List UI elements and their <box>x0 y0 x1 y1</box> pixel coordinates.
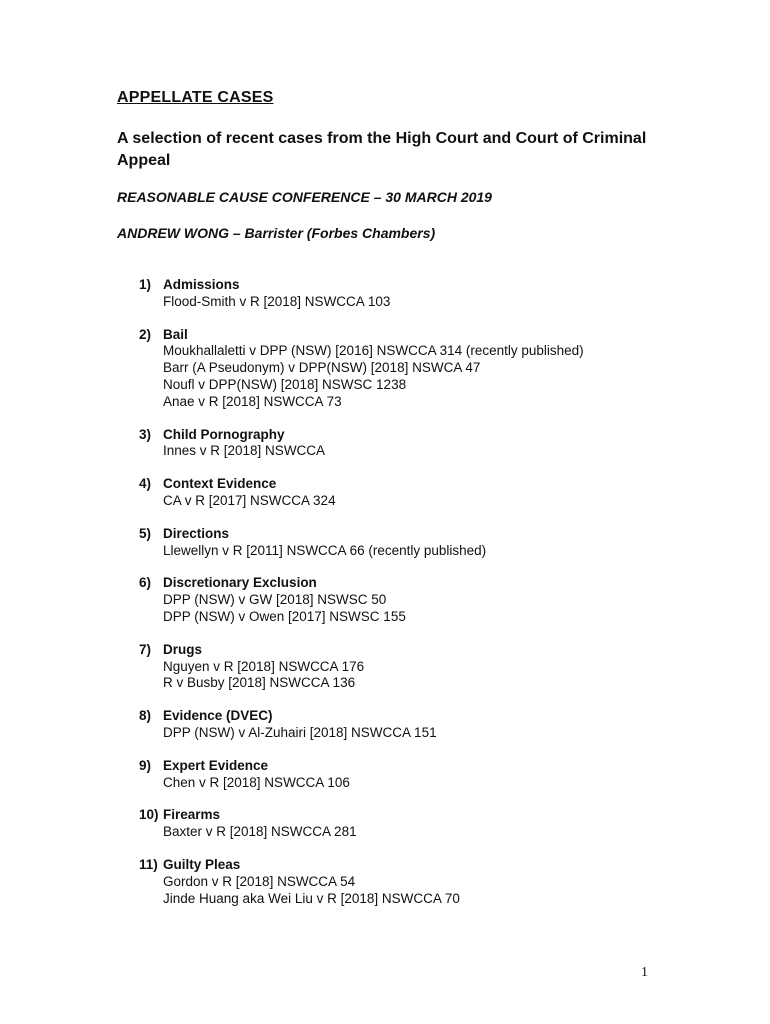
topic-heading <box>139 642 699 659</box>
case-citation: DPP (NSW) v Owen [2017] NSWSC 155 <box>163 608 406 624</box>
topic-title: Admissions <box>163 277 240 292</box>
topic-item <box>139 476 699 510</box>
case-citation: Llewellyn v R [2011] NSWCCA 66 (recently published) <box>163 542 487 558</box>
topic-number: 11) <box>139 856 158 872</box>
topic-title: Drugs <box>163 641 203 657</box>
topic-title: Discretionary Exclusion <box>163 575 317 591</box>
topic-title: Context Evidence <box>163 476 277 492</box>
topic-item <box>139 427 699 461</box>
case-citation: DPP (NSW) v Al-Zuhairi [2018] NSWCCA 151 <box>163 724 437 740</box>
topic-heading <box>139 526 699 543</box>
topic-title: Directions <box>163 525 230 541</box>
topic-item <box>139 277 699 311</box>
topic-title: Firearms <box>163 807 221 823</box>
topic-heading <box>139 857 699 874</box>
topic-title: Guilty Pleas <box>163 856 241 872</box>
case-citation: Barr (A Pseudonym) v DPP(NSW) [2018] NSWCA 47 <box>163 360 481 376</box>
conference-line: REASONABLE CAUSE CONFERENCE – 30 MARCH 2019 <box>117 189 492 205</box>
topic-number: 7) <box>139 641 152 657</box>
topic-number: 9) <box>139 757 152 773</box>
topic-heading <box>139 427 699 444</box>
case-citation: Moukhallaletti v DPP (NSW) [2016] NSWCCA 314 (recently published) <box>163 343 584 359</box>
document-subtitle: A selection of recent cases from the High Court and Court of Criminal Appeal <box>117 130 647 169</box>
case-citation: Nguyen v R [2018] NSWCCA 176 <box>163 658 365 674</box>
case-citation: R v Busby [2018] NSWCCA 136 <box>163 675 356 691</box>
case-citation: Noufl v DPP(NSW) [2018] NSWSC 1238 <box>163 376 407 392</box>
topic-item <box>139 708 699 742</box>
case-citation: Chen v R [2018] NSWCCA 106 <box>163 774 350 790</box>
topic-number: 1) <box>139 277 152 292</box>
topic-item <box>139 575 699 625</box>
topic-number: 8) <box>139 708 152 724</box>
topic-list <box>139 277 699 923</box>
topic-number: 3) <box>139 426 152 442</box>
topic-number: 5) <box>139 525 152 541</box>
topic-heading <box>139 575 699 592</box>
case-citation: Gordon v R [2018] NSWCCA 54 <box>163 873 356 889</box>
case-citation: Innes v R [2018] NSWCCA <box>163 443 326 459</box>
topic-heading <box>139 327 699 344</box>
case-citation: Flood-Smith v R [2018] NSWCCA 103 <box>163 293 391 309</box>
author-line: ANDREW WONG – Barrister (Forbes Chambers) <box>117 225 436 241</box>
topic-title: Evidence (DVEC) <box>163 708 273 724</box>
topic-heading <box>139 476 699 493</box>
topic-title: Child Pornography <box>163 426 285 442</box>
topic-heading <box>139 277 699 294</box>
topic-heading <box>139 807 699 824</box>
topic-title: Bail <box>163 326 188 342</box>
document-title: APPELLATE CASES <box>117 89 274 106</box>
case-citation: Jinde Huang aka Wei Liu v R [2018] NSWCCA 70 <box>163 890 460 906</box>
topic-number: 4) <box>139 476 152 492</box>
topic-heading <box>139 708 699 725</box>
topic-item <box>139 857 699 907</box>
page-number: 1 <box>641 965 648 980</box>
topic-item <box>139 758 699 792</box>
case-citation: DPP (NSW) v GW [2018] NSWSC 50 <box>163 592 387 608</box>
topic-number: 6) <box>139 575 152 591</box>
topic-item <box>139 327 699 411</box>
case-citation: Baxter v R [2018] NSWCCA 281 <box>163 824 357 840</box>
topic-heading <box>139 758 699 775</box>
topic-title: Expert Evidence <box>163 757 269 773</box>
case-citation: Anae v R [2018] NSWCCA 73 <box>163 393 342 409</box>
topic-number: 10) <box>139 807 159 823</box>
topic-item <box>139 526 699 560</box>
topic-item <box>139 642 699 692</box>
topic-number: 2) <box>139 326 152 342</box>
topic-item <box>139 807 699 841</box>
case-citation: CA v R [2017] NSWCCA 324 <box>163 492 336 508</box>
